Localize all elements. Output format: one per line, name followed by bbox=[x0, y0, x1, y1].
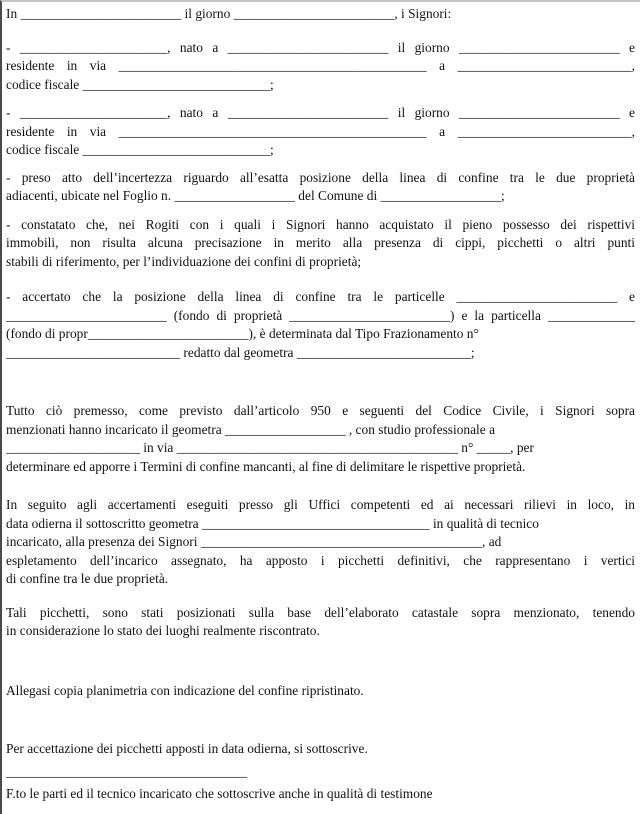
doc-line: in considerazione lo stato dei luoghi realmente riscontrato. bbox=[6, 623, 320, 638]
party-2-paragraph bbox=[6, 104, 635, 160]
preso-atto-paragraph bbox=[6, 169, 635, 206]
doc-line: Tutto ciò premesso, come previsto dall’articolo 950 e seguenti del Codice Civile, i Signori sopra bbox=[6, 403, 635, 418]
doc-line: residente in via ______________________________________________ a __________________________, bbox=[6, 123, 635, 139]
accertato-paragraph bbox=[6, 288, 635, 362]
doc-line: incaricato, alla presenza dei Signori __________________________________________, ad bbox=[6, 534, 502, 549]
signature-blank-line: ____________________________________ bbox=[6, 763, 248, 779]
doc-line: Allegasi copia planimetria con indicazione del confine ripristinato. bbox=[6, 682, 364, 698]
doc-line: In ________________________ il giorno ________________________, i Signori: bbox=[6, 6, 452, 21]
doc-line: Tali picchetti, sono stati posizionati sulla base dell’elaborato catastale sopra menzionato, tenendo bbox=[6, 604, 635, 620]
doc-line: F.to le parti ed il tecnico incaricato che sottoscrive anche in qualità di testimone bbox=[6, 786, 433, 801]
doc-line: ________________________ (fondo di proprietà ________________________) e la particella _____________ bbox=[6, 307, 635, 323]
doc-line: - constatato che, nei Rogiti con i quali i Signori hanno acquistato il pieno possesso dei rispettivi bbox=[6, 216, 635, 232]
doc-line: adiacenti, ubicate nel Foglio n. __________________ del Comune di __________________; bbox=[6, 188, 505, 203]
doc-line: ____________________ in via __________________________________________ n° _____, per bbox=[6, 440, 534, 455]
doc-line: - accertato che la posizione della linea di confine tra le particelle ________________________ e bbox=[6, 289, 635, 304]
doc-line: codice fiscale ____________________________; bbox=[6, 142, 274, 157]
incarico-paragraph bbox=[6, 402, 635, 476]
doc-line: di confine tra le due proprietà. bbox=[6, 571, 169, 586]
doc-line: residente in via ______________________________________________ a __________________________, bbox=[6, 58, 635, 73]
doc-line: stabili di riferimento, per l’individuazione dei confini di proprietà; bbox=[6, 253, 362, 269]
tali-picchetti-paragraph bbox=[6, 604, 635, 641]
doc-line: In seguito agli accertamenti eseguiti presso gli Uffici competenti ed ai necessari rilievi in loco, in bbox=[6, 497, 635, 512]
doc-line: codice fiscale ____________________________; bbox=[6, 76, 274, 92]
party-1-paragraph bbox=[6, 39, 635, 95]
doc-line: data odierna il sottoscritto geometra __________________________________ in qualità di tecnico bbox=[6, 515, 539, 531]
doc-line: - ______________________, nato a ________________________ il giorno ________________________ e bbox=[6, 39, 635, 55]
doc-line: espletamento dell’incarico assegnato, ha apposto i picchetti definitivi, che rappresentano i vertici bbox=[6, 552, 635, 568]
doc-line: __________________________ redatto dal geometra __________________________; bbox=[6, 344, 475, 360]
constatato-paragraph bbox=[6, 216, 635, 272]
doc-line: Per accettazione dei picchetti apposti in data odierna, si sottoscrive. bbox=[6, 741, 368, 756]
doc-line: - preso atto dell’incertezza riguardo all’esatta posizione della linea di confine tra le due proprietà bbox=[6, 169, 635, 185]
intro-paragraph bbox=[6, 5, 635, 24]
apposizione-paragraph bbox=[6, 496, 635, 589]
doc-line: - ______________________, nato a ________________________ il giorno ________________________ e bbox=[6, 105, 635, 120]
accettazione-paragraph bbox=[6, 740, 635, 759]
doc-line: menzionati hanno incaricato il geometra __________________ , con studio professionale a bbox=[6, 421, 496, 437]
doc-line: (fondo di propr________________________), è determinata dal Tipo Frazionamento n° bbox=[6, 326, 479, 341]
allegato-paragraph bbox=[6, 682, 635, 701]
doc-line: immobili, non risulta alcuna precisazione in merito alla presenza di cippi, picchetti o altri punti bbox=[6, 235, 635, 250]
signature-line-paragraph bbox=[6, 763, 635, 782]
fto-paragraph bbox=[6, 785, 635, 804]
doc-line: determinare ed apporre i Termini di confine mancanti, al fine di delimitare le rispettive proprietà. bbox=[6, 458, 526, 474]
